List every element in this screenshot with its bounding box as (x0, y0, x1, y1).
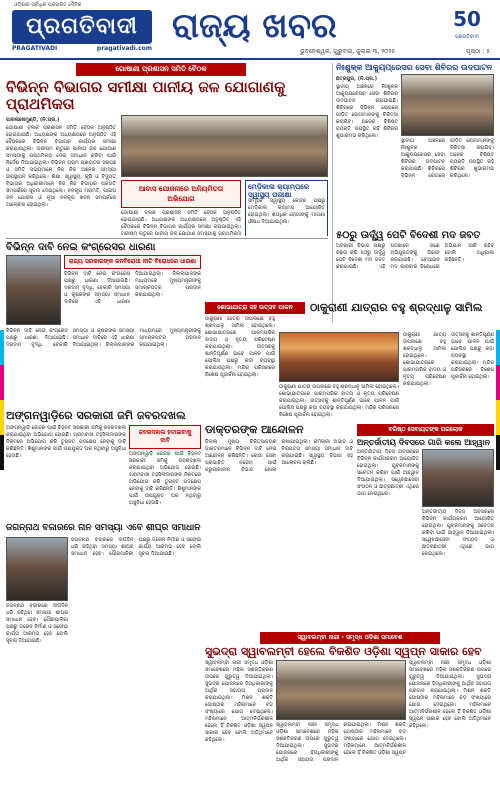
lead-dateline: ପାରଳାଖେମୁଣ୍ଡି, (ନି.ପ୍ର.) (6, 117, 60, 123)
festival-story (205, 302, 494, 420)
intl-day-kicker: ବରିଷ୍ଠ ସେବାୟତଙ୍କ ପରଲୋକ (357, 424, 494, 436)
lead-photo (121, 115, 328, 177)
festival-headline[interactable]: ଠାକୁରାଣୀ ଯାତ୍ରାର ବହୁ ଶ୍ରଦ୍ଧାଳୁ ସାମିଲ (310, 302, 483, 314)
website-link[interactable]: pragativadi.com (96, 45, 152, 52)
lead-body-cont: ଗୋଷାଣୀ ବ୍ଲକ ପ୍ରଶାସନ ସମିତି ବୈଠକ ଅନୁଷ୍ଠିତ ହୋଇଯାଇଛି। ଅଧ୍ୟକ୍ଷଙ୍କ ଅଧ୍ୟକ୍ଷତାରେ ଅନୁଷ୍ଠିତ ଏହି ବୈଠକରେ ବିଭିନ୍ନ ବିଭାଗର କାର୍ଯ୍ୟର ସମୀକ୍ଷା କରାଯାଇଥିଲା। ଗ୍ରୀଷ୍ମ ଋତୁରେ ପାନୀୟ ଜଳ ଯୋଗାଣ ସମସ୍ୟାକୁ ପ୍ରାଥମିକତା (121, 210, 241, 236)
masthead (0, 0, 500, 60)
anganwadi-quote: ଜବରଦଖଲ ହଟାଇବାକୁ ଦାବି (129, 425, 201, 449)
logo-english: PRAGATIVADI (12, 45, 58, 52)
festival-kicker: ଶୋଭାଯାତ୍ରା ସହ ଉତ୍ସବ ପାଳନ (205, 302, 305, 314)
side-box-body: ସାମୂହିକ ସ୍ୱାସ୍ଥ୍ୟ କେନ୍ଦ୍ର ପକ୍ଷରୁ ମେଡ଼ିକାଲ କ୍ୟାମ୍ପ ଆୟୋଜିତ ହୋଇଥିଲା। ଶତାଧିକ ରୋଗୀଙ୍କୁ ମାଗଣା ଔଷଧ ଦିଆଯାଇଥିଲା। (248, 198, 325, 226)
congress-headline[interactable]: ବିଭିନ୍ନ ଦାବି ନେଇ କଂଗ୍ରେସର ଧାରଣା (6, 242, 156, 253)
subhadra-photo (276, 660, 406, 720)
newspaper-logo[interactable]: ପ୍ରଗତିବାଦୀ (12, 10, 152, 44)
acupressure-body: ସ୍ଥାନୀୟ ଅଞ୍ଚଳରେ ନିଃଶୁଳ୍କ ଆକ୍ୟୁପ୍ରେସର ସେବା ଶିବିରର ଉଦଘାଟନ କରାଯାଇଛି। ଶିବିରରେ ବିଭିନ୍ନ ରୋଗରେ ପୀଡ଼ିତ ରୋଗୀମାନଙ୍କୁ ଚିକିତ୍ସା କରାଯିବ। ଅନେକ ବିଶିଷ୍ଟ ବ୍ୟକ୍ତି ଉପସ୍ଥିତ ରହି ଶିବିରର ଶୁଭାରମ୍ଭ କରିଥିଲେ। (336, 83, 398, 139)
side-box-headline[interactable]: ମେଡ଼ିକାଲ କ୍ୟାମ୍ପରେ ସ୍ୱାସ୍ଥ୍ୟ ପରୀକ୍ଷା (248, 182, 310, 199)
festival-body: ଠାକୁରାଣୀ ଯାତ୍ରା ଉପଲକ୍ଷେ ବହୁ ଶ୍ରଦ୍ଧାଳୁ ସାମିଲ ହୋଇଥିଲେ। ଶୋଭାଯାତ୍ରାରେ ପାରମ୍ପରିକ ବାଦ୍ୟ ଓ ନୃତ୍ୟ ପରିବେଷଣ କରାଯାଇଥିଲା। ଉତ୍ସବକୁ ଶାନ୍ତିପୂର୍ଣ୍ଣ ଭାବେ ପାଳନ ପାଇଁ ପୋଲିସ ପକ୍ଷରୁ କଡ଼ା ବ୍ୟବସ୍ଥା କରାଯାଇଥିଲା। ମନ୍ଦିର ପରିସରରେ ବିଶେଷ ପୂଜାର୍ଚ୍ଚନା ହୋଇଥିଲା। (205, 316, 275, 378)
anniversary-logo: 50 (453, 7, 481, 31)
subhadra-body-cont: ସ୍ୱାବଲମ୍ବୀ ନାରୀ ସମୃଦ୍ଧ ଓଡ଼ିଶା ସମାବେଶରେ ମହିଳା ସଶକ୍ତିକରଣ ଉପରେ ଗୁରୁତ୍ୱ ଦିଆଯାଇଥିଲା। ସୁଭଦ୍ରା ଯୋଜନାରେ ହିତାଧିକାରୀଙ୍କୁ ଆର୍ଥିକ ସହାୟତା ପ୍ରଦାନ କରାଯାଇଥିଲା। ମିଶନ ଶକ୍ତି ଗୋଷ୍ଠୀର ମହିଳାମାନେ ବଡ଼ ସଂଖ୍ୟାରେ ଯୋଗ ଦେଇଥିଲେ। ମହିଳାମାନେ ଆତ୍ମନିର୍ଭରଶୀଳ ହେଲେ ହିଁ ବିକଶିତ ଓଡ଼ିଶା ସ୍ୱପ୍ନ (276, 722, 406, 764)
acupressure-dateline: ଛତ୍ରପୁର, (ନି.ପ୍ର.) (336, 75, 378, 82)
doctors-headline[interactable]: ଡାକ୍ତରଙ୍କ ଆନ୍ଦୋଳନ (205, 424, 304, 436)
intl-day-body-cont: ଅନ୍ତର୍ଜାତୀୟ ଦିବସ ଅବସରରେ ବିଭିନ୍ନ କାର୍ଯ୍ୟକ୍ରମ ଆୟୋଜିତ ହୋଇଥିଲା। ଯୁବକମାନଙ୍କୁ ସଚେତନ କରିବା ପାଇଁ ଆହ୍ୱାନ ଦିଆଯାଇଥିଲା। ସ୍ୱେଚ୍ଛାସେବୀ ସଂଗଠନ ଓ ଛାତ୍ରଛାତ୍ରୀ ଏଥିରେ ଭାଗ ନେଇଥିଲେ। (422, 508, 494, 557)
doctors-body: ଜିଲ୍ଲା ମୁଖ୍ୟ ଚିକିତ୍ସାଳୟର ଡାକ୍ତରମାନେ ବିଭିନ୍ନ ଦାବି ନେଇ ଆନ୍ଦୋଳନ କରିଛନ୍ତି। ରୋଗୀ ସେବା ପ୍ରଭାବିତ ନହେବା ପାଇଁ ଜରୁରୀକାଳୀନ ବିଭାଗ ଖୋଲା ରଖାଯାଇଥିଲା। କର୍ମଚାରୀ ଅଭାବ ଓ ନିରାପତ୍ତା ସମସ୍ୟା ସମାଧାନ ଦାବି କରାଯାଇଛି। ସ୍ୱାସ୍ଥ୍ୟ ବିଭାଗ ସହ ଆଲୋଚନା ଚାଲିଛି। (205, 439, 353, 474)
market-body: ଜଗନ୍ନାଥ ବଜାରରେ ଦୀର୍ଘଦିନ ଧରି ରହିଥିବା ସମସ୍ୟା ଶୀଘ୍ର ସମାଧାନ ହେବ। ପୌରପାଳିକା ପକ୍ଷରୁ ଡ୍ରେନ ନିର୍ମାଣ ଓ ସଫେଇ କାର୍ଯ୍ୟ ଆରମ୍ଭ ହେବ ବୋଲି ସୂଚନା ଦିଆଯାଇଛି। (6, 602, 68, 644)
subhadra-body: ସ୍ୱାବଲମ୍ବୀ ନାରୀ ସମୃଦ୍ଧ ଓଡ଼ିଶା ସମାବେଶରେ ମହିଳା ସଶକ୍ତିକରଣ ଉପରେ ଗୁରୁତ୍ୱ ଦିଆଯାଇଥିଲା। ସୁଭଦ୍ରା ଯୋଜନାରେ ହିତାଧିକାରୀଙ୍କୁ ଆର୍ଥିକ ସହାୟତା ପ୍ରଦାନ କରାଯାଇଥିଲା। ମିଶନ ଶକ୍ତି ଗୋଷ୍ଠୀର ମହିଳାମାନେ ବଡ଼ ସଂଖ୍ୟାରେ ଯୋଗ ଦେଇଥିଲେ। ମହିଳାମାନେ ଆତ୍ମନିର୍ଭରଶୀଳ ହେଲେ ହିଁ ବିକଶିତ ଓଡ଼ିଶା ସ୍ୱପ୍ନ ସାକାର ହେବ ବୋଲି ଅତିଥିମାନେ କହିଥିଲେ। (205, 660, 273, 744)
festival-photo (279, 332, 399, 382)
lead-pull-quote: ଆବାସ ଯୋଜନାରେ ଅନିୟମିତତା ଅଭିଯୋଗ (121, 180, 241, 208)
acupressure-body-cont: ସ୍ଥାନୀୟ ଅଞ୍ଚଳରେ ନିଃଶୁଳ୍କ ଆକ୍ୟୁପ୍ରେସର ସେବା ଶିବିରର ଉଦଘାଟନ କରାଯାଇଛି। ଶିବିରରେ ବିଭିନ୍ନ ରୋଗରେ ପୀଡ଼ିତ ରୋଗୀମାନଙ୍କୁ ଚିକିତ୍ସା କରାଯିବ। ଅନେକ ବିଶିଷ୍ଟ ବ୍ୟକ୍ତି ଉପସ୍ଥିତ ରହି ଶିବିରର ଶୁଭାରମ୍ଭ କରିଥିଲେ। (401, 137, 494, 179)
subhadra-headline[interactable]: ସୁଭଦ୍ରା ସ୍ୱାବଲମ୍ବୀ ହେଲେ ବିକଶିତ ଓଡ଼ିଶା ସ୍ୱପ୍ନ ସାକାର ହେବ (205, 645, 482, 658)
registration-colour-bar-right (496, 330, 500, 470)
subhadra-kicker: ସ୍ୱାବଲମ୍ବୀ ନାରୀ - ସମୃଦ୍ଧ ଓଡ଼ିଶା ସମାବେଶ (260, 632, 440, 644)
subhadra-body-right: ସ୍ୱାବଲମ୍ବୀ ନାରୀ ସମୃଦ୍ଧ ଓଡ଼ିଶା ସମାବେଶରେ ମହିଳା ସଶକ୍ତିକରଣ ଉପରେ ଗୁରୁତ୍ୱ ଦିଆଯାଇଥିଲା। ସୁଭଦ୍ରା ଯୋଜନାରେ ହିତାଧିକାରୀଙ୍କୁ ଆର୍ଥିକ ସହାୟତା ପ୍ରଦାନ କରାଯାଇଥିଲା। ମିଶନ ଶକ୍ତି ଗୋଷ୍ଠୀର ମହିଳାମାନେ ବଡ଼ ସଂଖ୍ୟାରେ ଯୋଗ ଦେଇଥିଲେ। ମହିଳାମାନେ ଆତ୍ମନିର୍ଭରଶୀଳ ହେଲେ ହିଁ ବିକଶିତ ଓଡ଼ିଶା ସ୍ୱପ୍ନ ସାକାର ହେବ ବୋଲି ଅତିଥିମାନେ କହିଥିଲେ। (409, 660, 491, 730)
anganwadi-body-cont: ଅଙ୍ଗନୱାଡ଼ି କେନ୍ଦ୍ର ପାଇଁ ଚିହ୍ନଟ ସରକାରୀ ଜମିକୁ ଜବରଦଖଲ କରାଯାଇଥିବା ଅଭିଯୋଗ ହୋଇଛି। ଗ୍ରାମବାସୀ ତହସିଲଦାରଙ୍କ ନିକଟରେ ଅଭିଯୋଗ କରି ତୁରନ୍ତ ପଦକ୍ଷେପ ନେବାକୁ ଦାବି କରିଛନ୍ତି। ଶିଶୁମାନଙ୍କ ପାଇଁ ଉପଯୁକ୍ତ ଘର ନଥିବାରୁ ଅସୁବିଧା ହେଉଛି। (129, 451, 201, 507)
side-box (245, 180, 328, 236)
lead-kicker: ଗୋଷାଣୀ ପ୍ରଶାସନ ସମିତି ବୈଠକ (76, 63, 246, 76)
acupressure-photo (401, 74, 494, 136)
page-number: ପୃଷ୍ଠା : ୫ (466, 48, 490, 55)
intl-day-story (357, 424, 494, 629)
congress-body: ବିଭିନ୍ନ ଦାବି ନେଇ କଂଗ୍ରେସ ପକ୍ଷରୁ ଧାରଣା ଦିଆଯାଇଛି। ଦରଦାମ ବୃଦ୍ଧି, ବେକାରି ସମସ୍ୟା ଓ କୃଷକଙ୍କ ସମସ୍ୟା ସମାଧାନ ଦାବିରେ ଏହି ଧାରଣା ଦିଆଯାଇଥିଲା। ଜିଲ୍ଲାପାଳଙ୍କ ମାଧ୍ୟମରେ ମୁଖ୍ୟମନ୍ତ୍ରୀଙ୍କୁ ସ୍ମାରକପତ୍ର ପ୍ରଦାନ କରାଯାଇଥିଲା। (64, 271, 201, 305)
acupressure-story (336, 63, 494, 228)
anganwadi-headline[interactable]: ଅଙ୍ଗନୱାଡ଼ିରେ ସରକାରୀ ଜମି ଜବରଦଖଲ (6, 410, 186, 422)
lead-story (6, 63, 328, 236)
tagline: ଓଡ଼ିଶାର ସର୍ବାଧିକ ପ୍ରଚାରିତ ଦୈନିକ (14, 2, 82, 8)
section-title: ରାଜ୍ୟ ଖବର (172, 6, 337, 46)
issue-date: ଭୁବନେଶ୍ୱର, ଗୁରୁବାର, ଜୁଲାଇ ୩, ୨୦୨୫ (300, 48, 396, 55)
intl-day-body: ଅନ୍ତର୍ଜାତୀୟ ଦିବସ ଅବସରରେ ବିଭିନ୍ନ କାର୍ଯ୍ୟକ୍ରମ ଆୟୋଜିତ ହୋଇଥିଲା। ଯୁବକମାନଙ୍କୁ ସଚେତନ କରିବା ପାଇଁ ଆହ୍ୱାନ ଦିଆଯାଇଥିଲା। ସ୍ୱେଚ୍ଛାସେବୀ ସଂଗଠନ ଓ ଛାତ୍ରଛାତ୍ରୀ ଏଥିରେ ଭାଗ ନେଇଥିଲେ। (357, 448, 419, 497)
anganwadi-story (6, 410, 201, 520)
acupressure-headline[interactable]: ନିଃଶୁଳ୍କ ଆକ୍ୟୁପ୍ରେସର ସେବା ଶିବିରର ଉଦଘାଟନ (336, 63, 493, 72)
lead-body: ଗୋଷାଣୀ ବ୍ଲକ ପ୍ରଶାସନ ସମିତି ବୈଠକ ଅନୁଷ୍ଠିତ ହୋଇଯାଇଛି। ଅଧ୍ୟକ୍ଷଙ୍କ ଅଧ୍ୟକ୍ଷତାରେ ଅନୁଷ୍ଠିତ ଏହି ବୈଠକରେ ବିଭିନ୍ନ ବିଭାଗର କାର୍ଯ୍ୟର ସମୀକ୍ଷା କରାଯାଇଥିଲା। ଗ୍ରୀଷ୍ମ ଋତୁରେ ପାନୀୟ ଜଳ ଯୋଗାଣ ସମସ୍ୟାକୁ ପ୍ରାଥମିକତା ଦେଇ ସମାଧାନ କରିବା ପାଇଁ ନିର୍ଦ୍ଦେଶ ଦିଆଯାଇଥିଲା। ବିଭିନ୍ନ ଗ୍ରାମ ପଞ୍ଚାୟତର ସରପଞ୍ଚ ଓ ସମିତି ସଭ୍ୟମାନେ ନିଜ ନିଜ ଅଞ୍ଚଳର ସମସ୍ୟା ଉପସ୍ଥାପନ କରିଥିଲେ। ଶିକ୍ଷା, ସ୍ୱାସ୍ଥ୍ୟ, କୃଷି ଓ ବିଦ୍ୟୁତ ବିଭାଗର ଅଧିକାରୀମାନେ ନିଜ ନିଜ ବିଭାଗର ପ୍ରଗତି ସମ୍ପର୍କରେ ସୂଚନା ଦେଇଥିଲେ। ନଳକୂପ ମରାମତି, ପାଇପ ଜଳ ଯୋଜନା ଓ ନୂଆ ନଳକୂପ ଖନନ ସମ୍ପର୍କରେ ଆଲୋଚନା ହୋଇଥିଲା। (6, 125, 116, 208)
congress-body-cont: ବିଭିନ୍ନ ଦାବି ନେଇ କଂଗ୍ରେସ ପକ୍ଷରୁ ଧାରଣା ଦିଆଯାଇଛି। ଦରଦାମ ବୃଦ୍ଧି, ବେକାରି ସମସ୍ୟା ଓ କୃଷକଙ୍କ ସମସ୍ୟା ସମାଧାନ ଦାବିରେ ଏହି ଧାରଣା ଦିଆଯାଇଥିଲା। ଜିଲ୍ଲାପାଳଙ୍କ ମାଧ୍ୟମରେ ମୁଖ୍ୟମନ୍ତ୍ରୀଙ୍କୁ ସ୍ମାରକପତ୍ର ପ୍ରଦାନ କରାଯାଇଥିଲା। (6, 328, 201, 348)
congress-photo (6, 255, 61, 325)
market-headline[interactable]: ଜଗନ୍ନାଥ ବଜାରରେ ନାନ ସମସ୍ୟା ଏବେ ଶୀଘ୍ର ସମାଧାନ (6, 524, 201, 533)
lead-headline[interactable]: ବିଭିନ୍ନ ବିଭାଗର ସମୀକ୍ଷା ପାନୀୟ ଜଳ ଯୋଗାଣକୁ ପ୍ରାଥମିକତା (6, 78, 286, 113)
intl-day-headline[interactable]: ଅନ୍ତର୍ଜାତୀୟ ଦିବସରେ ଗାରି କଲେ ଆହ୍ୱାନ (357, 437, 491, 447)
liquor-body: ଅବକାରୀ ବିଭାଗ ପକ୍ଷରୁ ଚଢ଼ଉ କରି ୫୦ରୁ ଊର୍ଦ୍ଧ୍ୱ ପେଟି ବିଦେଶୀ ମଦ ଜବତ କରାଯାଇଛି। ଏହି ଘଟଣାରେ ଜଣେ ଅଭିଯୁକ୍ତଙ୍କୁ ଗିରଫ କରାଯାଇଛି। ବେଆଇନ ମଦ କାରବାର ବିରୋଧରେ ଅଭିଯାନ ଜାରି ରହିବ ବୋଲି ଅଧିକାରୀ କହିଛନ୍ତି। (336, 243, 494, 270)
row-divider-1 (6, 238, 328, 239)
column-divider (332, 63, 333, 323)
market-photo (6, 537, 68, 601)
anganwadi-body: ଅଙ୍ଗନୱାଡ଼ି କେନ୍ଦ୍ର ପାଇଁ ଚିହ୍ନଟ ସରକାରୀ ଜମିକୁ ଜବରଦଖଲ କରାଯାଇଥିବା ଅଭିଯୋଗ ହୋଇଛି। ଗ୍ରାମବାସୀ ତହସିଲଦାରଙ୍କ ନିକଟରେ ଅଭିଯୋଗ କରି ତୁରନ୍ତ ପଦକ୍ଷେପ ନେବାକୁ ଦାବି କରିଛନ୍ତି। ଶିଶୁମାନଙ୍କ ପାଇଁ ଉପଯୁକ୍ତ ଘର ନଥିବାରୁ ଅସୁବିଧା ହେଉଛି। (6, 425, 126, 460)
congress-quote: ରାଜ୍ୟ ସରକାରଙ୍କ ଜନବିରୋଧୀ ନୀତି ବିରୋଧରେ ଧାରଣା (64, 255, 201, 269)
congress-story (6, 242, 201, 407)
logo-subline (12, 45, 152, 52)
anniversary-sub: ପ୍ରଗତିବାଦୀ (454, 34, 479, 40)
festival-body-cont: ଠାକୁରାଣୀ ଯାତ୍ରା ଉପଲକ୍ଷେ ବହୁ ଶ୍ରଦ୍ଧାଳୁ ସାମିଲ ହୋଇଥିଲେ। ଶୋଭାଯାତ୍ରାରେ ପାରମ୍ପରିକ ବାଦ୍ୟ ଓ ନୃତ୍ୟ ପରିବେଷଣ କରାଯାଇଥିଲା। ଉତ୍ସବକୁ ଶାନ୍ତିପୂର୍ଣ୍ଣ ଭାବେ ପାଳନ ପାଇଁ ପୋଲିସ ପକ୍ଷରୁ କଡ଼ା ବ୍ୟବସ୍ଥା କରାଯାଇଥିଲା। ମନ୍ଦିର ପରିସରରେ ବିଶେଷ ପୂଜାର୍ଚ୍ଚନା ହୋଇଥିଲା। (403, 332, 494, 387)
registration-colour-bar-left (0, 330, 4, 470)
market-body-cont: ଜଗନ୍ନାଥ ବଜାରରେ ଦୀର୍ଘଦିନ ଧରି ରହିଥିବା ସମସ୍ୟା ଶୀଘ୍ର ସମାଧାନ ହେବ। ପୌରପାଳିକା ପକ୍ଷରୁ ଡ୍ରେନ ନିର୍ମାଣ ଓ ସଫେଇ କାର୍ଯ୍ୟ ଆରମ୍ଭ ହେବ ବୋଲି ସୂଚନା ଦିଆଯାଇଛି। (71, 536, 201, 557)
market-story (6, 524, 201, 774)
liquor-headline[interactable]: ୫୦ରୁ ଊର୍ଦ୍ଧ୍ୱ ପେଟି ବିଦେଶୀ ମଦ ଜବତ (336, 230, 481, 241)
doctors-story (205, 424, 353, 534)
intl-day-photo (422, 449, 494, 507)
subhadra-story (205, 632, 494, 774)
festival-body-under: ଠାକୁରାଣୀ ଯାତ୍ରା ଉପଲକ୍ଷେ ବହୁ ଶ୍ରଦ୍ଧାଳୁ ସାମିଲ ହୋଇଥିଲେ। ଶୋଭାଯାତ୍ରାରେ ପାରମ୍ପରିକ ବାଦ୍ୟ ଓ ନୃତ୍ୟ ପରିବେଷଣ କରାଯାଇଥିଲା। ଉତ୍ସବକୁ ଶାନ୍ତିପୂର୍ଣ୍ଣ ଭାବେ ପାଳନ ପାଇଁ ପୋଲିସ ପକ୍ଷରୁ କଡ଼ା ବ୍ୟବସ୍ଥା କରାଯାଇଥିଲା। ମନ୍ଦିର ପରିସରରେ ବିଶେଷ ପୂଜାର୍ଚ୍ଚନା ହୋଇଥିଲା। (279, 384, 399, 418)
issue-dateline (300, 48, 490, 56)
